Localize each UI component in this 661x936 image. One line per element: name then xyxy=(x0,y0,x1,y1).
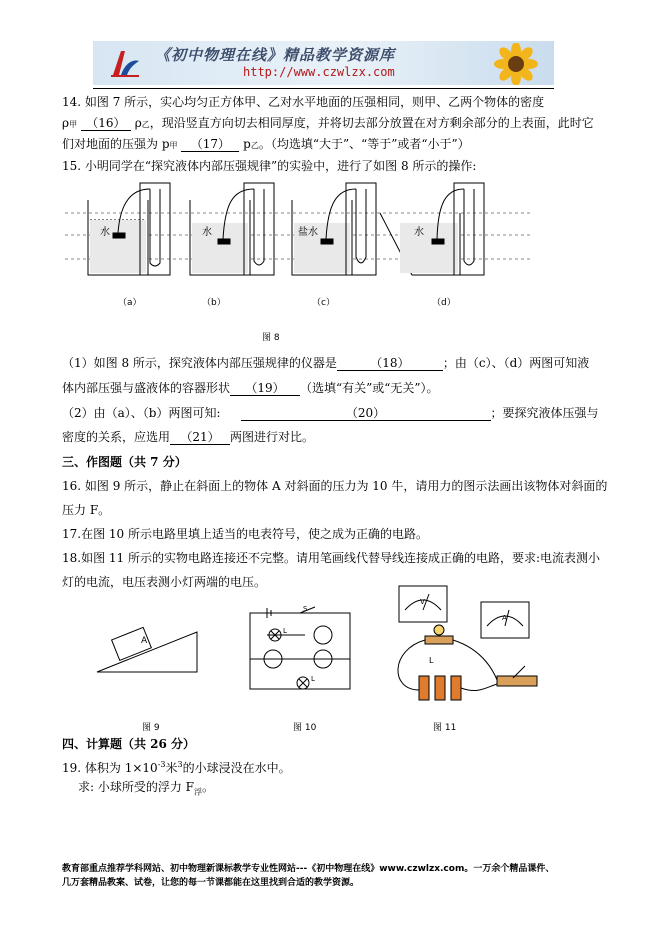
fig8-caption: 图 8 xyxy=(262,333,280,343)
header-rule xyxy=(93,88,554,89)
sub-yi: 乙 xyxy=(141,120,150,129)
header-banner xyxy=(93,41,554,85)
footer-line2: 几万套精品教案、试卷，让您的每一节课都能在这里找到合适的教学资源。 xyxy=(62,878,360,888)
q18-line2: 灯的电流，电压表测小灯两端的电压。 xyxy=(62,575,267,589)
svg-text:A: A xyxy=(502,614,507,622)
sub-jia: 甲 xyxy=(69,120,78,129)
banner-url[interactable]: http://www.czwlzx.com xyxy=(243,65,395,79)
q19-line1 xyxy=(62,758,291,775)
q19-exp2: 3 xyxy=(177,760,183,769)
q15-line1: 15. 小明同学在“探究液体内部压强规律”的实验中，进行了如图 8 所示的操作: xyxy=(62,159,477,173)
figure-8 xyxy=(60,175,540,315)
site-logo-icon xyxy=(107,45,143,81)
section-4-heading: 四、计算题（共 26 分） xyxy=(62,737,196,751)
fig8-label-b: （b） xyxy=(202,298,226,308)
footer-line1: 教育部重点推荐学科网站、初中物理新课标教学专业性网站---《初中物理在线》www.czwlzx.com。一万余个精品课件、 xyxy=(62,864,555,874)
fig11-lamp-label: L xyxy=(429,656,434,665)
q14-line2 xyxy=(62,116,594,132)
q19-exp1: -3 xyxy=(157,760,166,769)
blank-16[interactable]: （16） xyxy=(81,116,131,131)
q19-line2b: 。 xyxy=(202,780,215,794)
fig8-label-c: （c） xyxy=(312,298,335,308)
q19-line1b: 米 xyxy=(165,761,178,775)
q19-line1a: 19. 体积为 1×10 xyxy=(62,761,158,775)
fig8-label-d: （d） xyxy=(432,298,456,308)
q18-line1: 18.如图 11 所示的实物电路连接还不完整。请用笔画线代替导线连接成正确的电路，要求:电流表测小 xyxy=(62,551,601,565)
lamp1-label: L xyxy=(283,627,287,635)
q14-line2-rest: ，现沿竖直方向切去相同厚度，并将切去部分放置在对方剩余部分的上表面，此时它 xyxy=(149,116,594,130)
q16-line2: 压力 F。 xyxy=(62,503,111,517)
switch-label: S xyxy=(303,605,308,613)
banner-title: 《初中物理在线》精品教学资源库 xyxy=(155,46,396,64)
q15-s2 xyxy=(62,381,439,396)
q15-s4a: 密度的关系，应选用 xyxy=(62,430,171,444)
q19-sub: 浮 xyxy=(194,787,202,797)
figure-11 xyxy=(385,580,555,715)
q19-line2 xyxy=(78,780,214,799)
liquid-d: 水 xyxy=(414,227,424,238)
q15-s3 xyxy=(62,406,599,421)
q17-text: 17.在图 10 所示电路里填上适当的电表符号，使之成为正确的电路。 xyxy=(62,527,428,541)
fig10-caption: 图 10 xyxy=(293,723,317,733)
liquid-c: 盐水 xyxy=(298,227,318,238)
q15-s2b: （选填“有关”或“无关”）。 xyxy=(300,381,439,395)
blank-18[interactable]: （18） xyxy=(337,356,443,371)
p-symbol: p xyxy=(243,137,251,151)
section-3-heading: 三、作图题（共 7 分） xyxy=(62,455,187,469)
q14-line3-a: 们对地面的压强为 p xyxy=(62,137,170,151)
rho-symbol-2: ρ xyxy=(134,116,142,130)
fig11-caption: 图 11 xyxy=(433,723,457,733)
blank-21[interactable]: （21） xyxy=(170,430,230,445)
block-a-label: A xyxy=(141,636,148,646)
svg-text:V: V xyxy=(420,598,425,606)
fig9-caption: 图 9 xyxy=(142,723,160,733)
figure-10 xyxy=(245,603,355,693)
q15-s1b: ；由（c）、（d）两图可知液 xyxy=(442,356,590,370)
liquid-b: 水 xyxy=(202,227,212,238)
q15-s2a: 体内部压强与盛液体的容器形状 xyxy=(62,381,231,395)
q14-line3-b: 。（均选填“大于”、“等于”或者“小于”） xyxy=(258,137,470,151)
blank-17[interactable]: （17） xyxy=(181,137,239,152)
q14-line1: 14. 如图 7 所示，实心均匀正方体甲、乙对水平地面的压强相同，则甲、乙两个物体的密度 xyxy=(62,95,545,109)
sub-jia-2: 甲 xyxy=(169,141,178,150)
figure-9 xyxy=(95,610,205,680)
blank-20[interactable]: （20） xyxy=(241,406,491,421)
q15-s3a: （2）由（a）、（b）两图可知: xyxy=(62,406,221,420)
fig8-label-a: （a） xyxy=(118,298,142,308)
sunflower-icon xyxy=(486,43,546,85)
blank-19[interactable]: （19） xyxy=(230,381,300,396)
q15-s1a: （1）如图 8 所示，探究液体内部压强规律的仪器是 xyxy=(62,356,337,370)
q15-s4 xyxy=(62,430,314,445)
setup-d xyxy=(380,183,484,275)
q19-line2a: 求: 小球所受的浮力 F xyxy=(78,780,194,794)
lamp2-label: L xyxy=(311,675,315,683)
q16-line1: 16. 如图 9 所示，静止在斜面上的物体 A 对斜面的压力为 10 牛，请用力的图示法画出该物体对斜面的 xyxy=(62,479,608,493)
sub-yi-2: 乙 xyxy=(250,141,259,150)
rho-symbol: ρ xyxy=(62,116,70,130)
liquid-a: 水 xyxy=(100,227,110,238)
q15-s3b: ；要探究液体压强与 xyxy=(490,406,599,420)
q14-line3 xyxy=(62,137,470,153)
q15-s1 xyxy=(62,356,589,371)
q15-s4b: 两图进行对比。 xyxy=(230,430,315,444)
q19-line1c: 的小球浸没在水中。 xyxy=(182,761,291,775)
